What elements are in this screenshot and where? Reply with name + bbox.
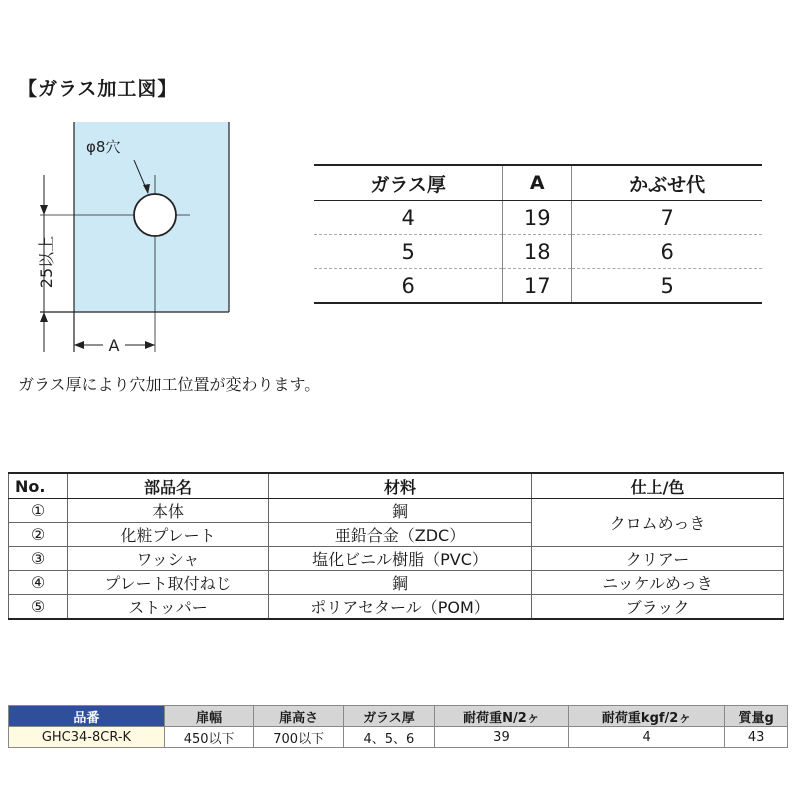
glass-thickness-table (314, 164, 762, 304)
table-row (314, 269, 762, 304)
height-label: 25以上 (37, 235, 56, 289)
cell-no: ② (9, 523, 68, 547)
cell-overlap: 5 (572, 269, 762, 304)
header-part-number: 品番 (9, 706, 165, 727)
header-material: 材料 (269, 473, 532, 499)
table-row (9, 499, 784, 523)
cell-material: 鋼 (269, 571, 532, 595)
header-overlap: かぶせ代 (572, 165, 762, 201)
width-arrow-right (145, 341, 155, 349)
cell-finish: ブラック (532, 595, 784, 620)
width-arrow-left (74, 341, 84, 349)
cell-thickness: 6 (314, 269, 503, 304)
cell-no: ① (9, 499, 68, 523)
header-load-n: 耐荷重N/2ヶ (434, 706, 568, 727)
spec-table (8, 705, 788, 748)
cell-door-width: 450以下 (164, 727, 254, 748)
cell-finish-merged: クロムめっき (532, 499, 784, 547)
cell-overlap: 6 (572, 235, 762, 269)
table-header-row (9, 473, 784, 499)
cell-material: 亜鉛合金（ZDC） (269, 523, 532, 547)
table-row (9, 571, 784, 595)
section-heading: 【ガラス加工図】 (18, 78, 178, 100)
cell-thickness: 5 (314, 235, 503, 269)
cell-load-n: 39 (434, 727, 568, 748)
table-row (9, 547, 784, 571)
cell-material: 塩化ビニル樹脂（PVC） (269, 547, 532, 571)
cell-door-height: 700以下 (254, 727, 344, 748)
cell-part-number: GHC34-8CR-K (9, 727, 165, 748)
cell-no: ④ (9, 571, 68, 595)
cell-mass: 43 (725, 727, 788, 748)
cell-finish: クリアー (532, 547, 784, 571)
cell-part-name: 化粧プレート (68, 523, 269, 547)
width-label: A (108, 336, 120, 355)
cell-a: 17 (503, 269, 572, 304)
cell-material: ポリアセタール（POM） (269, 595, 532, 620)
cell-a: 19 (503, 201, 572, 235)
cell-load-kgf: 4 (569, 727, 725, 748)
header-part-name: 部品名 (68, 473, 269, 499)
hole-label: φ8穴 (86, 138, 121, 156)
header-no: No. (9, 473, 68, 499)
height-arrow-top (40, 205, 48, 215)
cell-a: 18 (503, 235, 572, 269)
cell-no: ③ (9, 547, 68, 571)
table-row (9, 727, 788, 748)
table-row (314, 201, 762, 235)
note-text: ガラス厚により穴加工位置が変わります。 (18, 375, 321, 394)
header-door-height: 扉高さ (254, 706, 344, 727)
cell-material: 鋼 (269, 499, 532, 523)
cell-part-name: ワッシャ (68, 547, 269, 571)
table-header-row (314, 165, 762, 201)
header-glass-thickness: ガラス厚 (314, 165, 503, 201)
cell-part-name: 本体 (68, 499, 269, 523)
parts-table (8, 472, 784, 620)
table-row (314, 235, 762, 269)
cell-glass-thickness: 4、5、6 (343, 727, 434, 748)
table-header-row (9, 706, 788, 727)
header-finish: 仕上/色 (532, 473, 784, 499)
header-a: A (503, 165, 572, 201)
cell-no: ⑤ (9, 595, 68, 620)
header-door-width: 扉幅 (164, 706, 254, 727)
cell-finish: ニッケルめっき (532, 571, 784, 595)
cell-part-name: ストッパー (68, 595, 269, 620)
cell-overlap: 7 (572, 201, 762, 235)
header-glass-thickness: ガラス厚 (343, 706, 434, 727)
header-load-kgf: 耐荷重kgf/2ヶ (569, 706, 725, 727)
table-row (9, 595, 784, 620)
cell-thickness: 4 (314, 201, 503, 235)
hole-circle (134, 194, 176, 236)
header-mass: 質量g (725, 706, 788, 727)
cell-part-name: プレート取付ねじ (68, 571, 269, 595)
height-arrow-bottom (40, 312, 48, 322)
